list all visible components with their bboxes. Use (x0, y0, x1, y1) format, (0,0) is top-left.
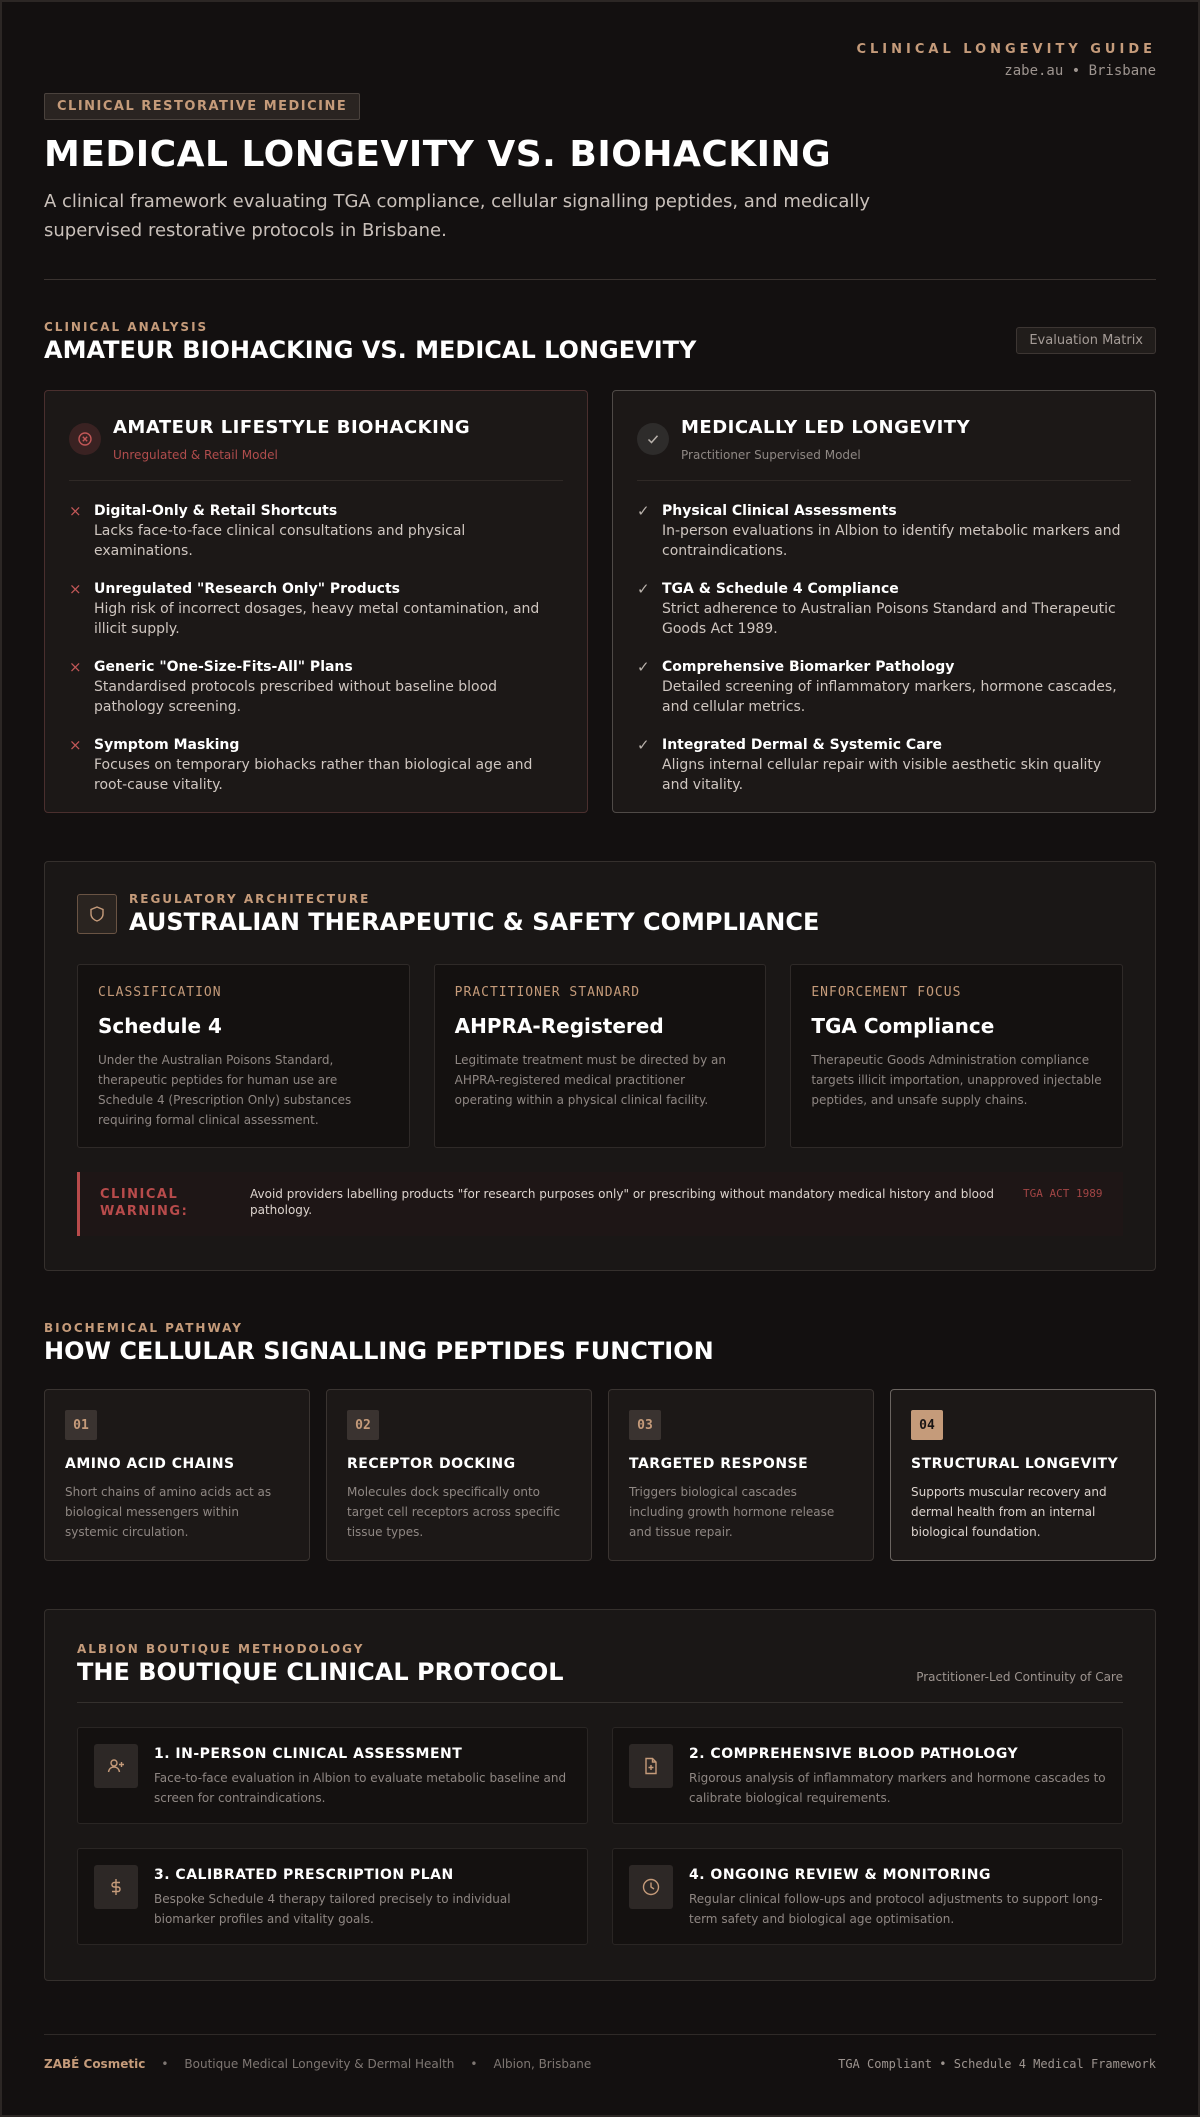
card-value: TGA Compliance (811, 1014, 995, 1038)
protocol-step (77, 1848, 588, 1945)
check-icon: ✓ (637, 736, 650, 754)
cross-icon: × (69, 736, 82, 754)
footer (44, 2034, 1156, 2071)
card-value: AHPRA-Registered (454, 1014, 664, 1038)
page-title: MEDICAL LONGEVITY VS. BIOHACKING (44, 134, 832, 175)
protocol-step-description: Regular clinical follow-ups and protocol adjustments to support long-term safety and biological age optimisation. (689, 1892, 1103, 1926)
analysis-header (44, 320, 1156, 364)
item-title: TGA & Schedule 4 Compliance (662, 581, 899, 597)
dollar-icon (94, 1865, 138, 1909)
item-description: Strict adherence to Australian Poisons Standard and Therapeutic Goods Act 1989. (662, 601, 1116, 637)
step-title: AMINO ACID CHAINS (65, 1456, 235, 1472)
clinical-warning (77, 1172, 1123, 1236)
step-card (44, 1389, 310, 1561)
list-item (637, 579, 1131, 639)
item-title: Integrated Dermal & Systemic Care (662, 737, 943, 753)
item-title: Symptom Masking (94, 737, 240, 753)
medical-subtitle: Practitioner Supervised Model (681, 448, 861, 462)
protocol-tagline: Practitioner-Led Continuity of Care (916, 1670, 1123, 1684)
item-title: Physical Clinical Assessments (662, 503, 897, 519)
step-title: TARGETED RESPONSE (629, 1456, 809, 1472)
step-title: STRUCTURAL LONGEVITY (911, 1456, 1119, 1472)
divider (44, 279, 1156, 280)
footer-compliance: TGA Compliant • Schedule 4 Medical Framework (838, 2057, 1156, 2071)
cross-icon: × (69, 580, 82, 598)
compliance-title: AUSTRALIAN THERAPEUTIC & SAFETY COMPLIANCE (129, 908, 820, 936)
card-label: CLASSIFICATION (98, 985, 222, 1000)
analysis-kicker: CLINICAL ANALYSIS (44, 320, 209, 334)
check-circle-icon (637, 423, 669, 455)
item-description: Focuses on temporary biohacks rather than biological age and root-cause vitality. (94, 757, 533, 793)
enforcement-card (790, 964, 1123, 1148)
protocol-step-title: 1. IN-PERSON CLINICAL ASSESSMENT (154, 1746, 463, 1762)
medical-longevity-card (612, 390, 1156, 813)
card-value: Schedule 4 (98, 1014, 222, 1038)
hero (44, 79, 1156, 245)
comparison-grid (44, 390, 1156, 813)
x-circle-icon (69, 423, 101, 455)
pathway-steps (44, 1389, 1156, 1561)
item-title: Generic "One-Size-Fits-All" Plans (94, 659, 353, 675)
step-card-active (890, 1389, 1156, 1561)
footer-separator: • (470, 2057, 478, 2071)
clock-icon (629, 1865, 673, 1909)
item-title: Unregulated "Research Only" Products (94, 581, 400, 597)
footer-location: Albion, Brisbane (493, 2057, 592, 2071)
guide-kicker: CLINICAL LONGEVITY GUIDE (856, 42, 1156, 57)
classification-card (77, 964, 410, 1148)
item-description: Aligns internal cellular repair with visible aesthetic skin quality and vitality. (662, 757, 1102, 793)
card-description: Therapeutic Goods Administration compliance targets illicit importation, unapproved injectable peptides, and unsafe supply chains. (811, 1053, 1102, 1107)
evaluation-matrix-button[interactable]: Evaluation Matrix (1016, 327, 1156, 354)
pathway-kicker: BIOCHEMICAL PATHWAY (44, 1321, 243, 1335)
protocol-title: THE BOUTIQUE CLINICAL PROTOCOL (77, 1658, 564, 1686)
item-title: Comprehensive Biomarker Pathology (662, 659, 955, 675)
list-item (69, 501, 563, 561)
footer-brand: ZABÉ Cosmetic (44, 2057, 146, 2071)
card-description: Under the Australian Poisons Standard, therapeutic peptides for human use are Schedule 4 (Prescription Only) substances requiring formal clinical assessment. (98, 1053, 352, 1127)
protocol-step-title: 2. COMPREHENSIVE BLOOD PATHOLOGY (689, 1746, 1019, 1762)
analysis-title: AMATEUR BIOHACKING VS. MEDICAL LONGEVITY (44, 336, 697, 364)
list-item (637, 657, 1131, 717)
list-item (637, 735, 1131, 795)
medical-list (637, 501, 1131, 795)
item-description: High risk of incorrect dosages, heavy metal contamination, and illicit supply. (94, 601, 540, 637)
practitioner-card (434, 964, 767, 1148)
card-label: ENFORCEMENT FOCUS (811, 985, 962, 1000)
step-number: 04 (911, 1410, 943, 1440)
hero-description: A clinical framework evaluating TGA compliance, cellular signalling peptides, and medically supervised restorative protocols in Brisbane. (44, 191, 871, 241)
hero-badge: CLINICAL RESTORATIVE MEDICINE (44, 93, 360, 120)
list-item (637, 501, 1131, 561)
protocol-step (612, 1848, 1123, 1945)
footer-separator: • (161, 2057, 169, 2071)
item-description: Standardised protocols prescribed without baseline blood pathology screening. (94, 679, 498, 715)
item-description: Detailed screening of inflammatory markers, hormone cascades, and cellular metrics. (662, 679, 1117, 715)
list-item (69, 579, 563, 639)
item-title: Digital-Only & Retail Shortcuts (94, 503, 338, 519)
pathway-title: HOW CELLULAR SIGNALLING PEPTIDES FUNCTION (44, 1337, 714, 1365)
step-description: Triggers biological cascades including growth hormone release and tissue repair. (629, 1485, 835, 1539)
compliance-cards (77, 964, 1123, 1148)
warning-text: Avoid providers labelling products "for research purposes only" or prescribing without mandatory medical history and blood pathology. (250, 1187, 994, 1217)
compliance-kicker: REGULATORY ARCHITECTURE (129, 892, 371, 906)
protocol-kicker: ALBION BOUTIQUE METHODOLOGY (77, 1642, 365, 1656)
protocol-section (44, 1609, 1156, 1981)
user-plus-icon (94, 1744, 138, 1788)
step-card (608, 1389, 874, 1561)
protocol-step-title: 4. ONGOING REVIEW & MONITORING (689, 1867, 991, 1883)
biohacking-subtitle: Unregulated & Retail Model (113, 448, 278, 462)
item-description: Lacks face-to-face clinical consultations and physical examinations. (94, 523, 466, 559)
step-description: Molecules dock specifically onto target cell receptors across specific tissue types. (347, 1485, 561, 1539)
protocol-step-description: Face-to-face evaluation in Albion to evaluate metabolic baseline and screen for contraindications. (154, 1771, 567, 1805)
protocol-step-title: 3. CALIBRATED PRESCRIPTION PLAN (154, 1867, 454, 1883)
protocol-step (612, 1727, 1123, 1824)
card-description: Legitimate treatment must be directed by an AHPRA-registered medical practitioner operating within a physical clinical facility. (454, 1053, 726, 1107)
file-plus-icon (629, 1744, 673, 1788)
check-icon: ✓ (637, 580, 650, 598)
step-number: 01 (65, 1410, 97, 1440)
check-icon: ✓ (637, 502, 650, 520)
warning-tag: TGA ACT 1989 (1023, 1187, 1103, 1200)
card-label: PRACTITIONER STANDARD (454, 985, 641, 1000)
check-icon: ✓ (637, 658, 650, 676)
list-item (69, 735, 563, 795)
biohacking-list (69, 501, 563, 795)
list-item (69, 657, 563, 717)
compliance-section (44, 861, 1156, 1271)
protocol-step-description: Rigorous analysis of inflammatory markers and hormone cascades to calibrate biological requirements. (689, 1771, 1106, 1805)
cross-icon: × (69, 502, 82, 520)
step-description: Supports muscular recovery and dermal health from an internal biological foundation. (911, 1485, 1107, 1539)
protocol-step (77, 1727, 588, 1824)
warning-label: CLINICAL WARNING: (100, 1187, 189, 1219)
step-number: 03 (629, 1410, 661, 1440)
pathway-header (44, 1321, 1156, 1365)
site-location: zabe.au • Brisbane (1004, 63, 1156, 79)
biohacking-card (44, 390, 588, 813)
step-title: RECEPTOR DOCKING (347, 1456, 516, 1472)
step-description: Short chains of amino acids act as biological messengers within systemic circulation. (65, 1485, 272, 1539)
step-card (326, 1389, 592, 1561)
item-description: In-person evaluations in Albion to identify metabolic markers and contraindications. (662, 523, 1121, 559)
shield-icon (77, 894, 117, 934)
protocol-step-description: Bespoke Schedule 4 therapy tailored precisely to individual biomarker profiles and vitality goals. (154, 1892, 511, 1926)
protocol-grid (77, 1727, 1123, 1945)
step-number: 02 (347, 1410, 379, 1440)
header-meta (44, 42, 1156, 79)
biohacking-title: AMATEUR LIFESTYLE BIOHACKING (113, 417, 471, 438)
medical-title: MEDICALLY LED LONGEVITY (681, 417, 971, 438)
cross-icon: × (69, 658, 82, 676)
footer-tagline: Boutique Medical Longevity & Dermal Health (184, 2057, 455, 2071)
